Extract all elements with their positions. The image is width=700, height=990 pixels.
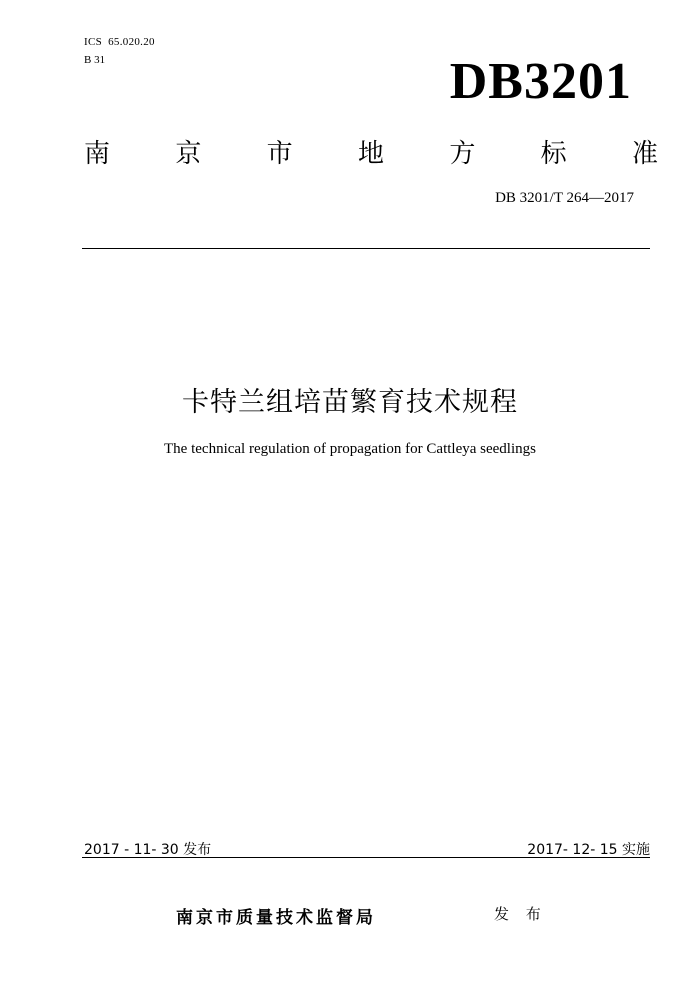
standard-number: DB 3201/T 264—2017 (495, 190, 634, 206)
standard-type-char: 市 (266, 139, 293, 169)
issue-label: 发 布 (494, 905, 547, 923)
standard-type-char: 地 (357, 139, 384, 169)
footer-divider (82, 857, 650, 858)
issue-date: 2017 - 11- 30 发布 (84, 842, 212, 858)
ics-classification: ICS 65.020.20 (84, 36, 155, 48)
standard-code: DB3201 (449, 53, 632, 110)
implementation-date: 2017- 12- 15 实施 (527, 842, 650, 858)
document-title-chinese: 卡特兰组培苗繁育技术规程 (182, 387, 518, 418)
ccs-classification: B 31 (84, 54, 106, 66)
standard-type-char: 南 (84, 139, 111, 169)
standard-type-char: 方 (449, 139, 476, 169)
standard-type-char: 标 (540, 139, 567, 169)
header-divider (82, 248, 650, 249)
standard-type-heading (84, 136, 658, 172)
standard-type-char: 准 (631, 139, 658, 169)
issuing-authority: 南京市质量技术监督局 (176, 908, 376, 928)
standard-type-char: 京 (175, 139, 202, 169)
document-title-english: The technical regulation of propagation for Cattleya seedlings (164, 441, 536, 457)
